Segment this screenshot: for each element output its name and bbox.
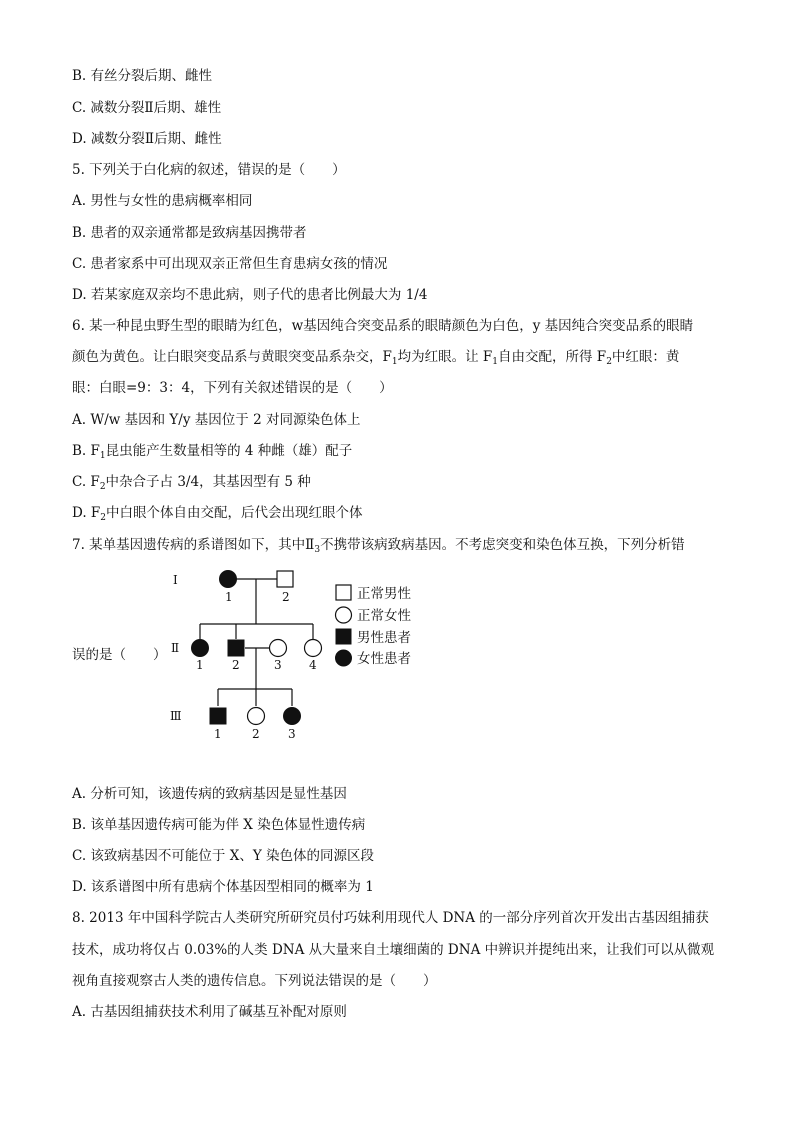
individual-III-2-normal-female <box>248 708 265 725</box>
q4-option-d: D. 减数分裂Ⅱ后期、雌性 <box>72 131 222 147</box>
legend-square-filled-icon <box>336 629 351 644</box>
gen1-number-2: 2 <box>282 590 290 604</box>
q5-option-a: A. 男性与女性的患病概率相同 <box>72 193 253 209</box>
pedigree-chart <box>150 562 440 752</box>
q7-option-b: B. 该单基因遗传病可能为伴 X 染色体显性遗传病 <box>72 817 366 833</box>
gen2-number-3: 3 <box>274 658 282 672</box>
q5-stem: 5. 下列关于白化病的叙述，错误的是（ ） <box>72 162 346 178</box>
q7-option-a: A. 分析可知，该遗传病的致病基因是显性基因 <box>72 786 347 802</box>
individual-II-3-normal-female <box>270 640 287 657</box>
legend-affected-male: 男性患者 <box>357 630 411 646</box>
pedigree-lines <box>200 579 313 706</box>
individual-I-2-normal-male <box>277 571 293 587</box>
legend-circle-open-icon <box>336 607 352 623</box>
q4-option-c: C. 减数分裂Ⅱ后期、雄性 <box>72 100 222 116</box>
gen1-number-1: 1 <box>225 590 233 604</box>
individual-III-1-affected-male <box>210 708 226 724</box>
q8-option-a: A. 古基因组捕获技术利用了碱基互补配对原则 <box>72 1004 347 1020</box>
gen2-number-1: 1 <box>196 658 204 672</box>
q4-option-b: B. 有丝分裂后期、雌性 <box>72 68 213 84</box>
q7-option-d: D. 该系谱图中所有患病个体基因型相同的概率为 1 <box>72 879 374 895</box>
individual-II-4-normal-female <box>305 640 322 657</box>
individual-III-3-affected-female <box>284 708 301 725</box>
q5-option-d: D. 若某家庭双亲均不患此病，则子代的患者比例最大为 1/4 <box>72 287 428 303</box>
q8-stem-line2: 技术，成功将仅占 0.03%的人类 DNA 从大量来自土壤细菌的 DNA 中辨识并提纯出来，让我们可以从微观 <box>72 942 715 958</box>
q5-option-b: B. 患者的双亲通常都是致病基因携带者 <box>72 225 307 241</box>
pedigree-legend <box>336 585 412 667</box>
q7-stem-line2: 误的是（ ） <box>72 647 167 663</box>
legend-square-open-icon <box>336 585 351 600</box>
q8-stem-line3: 视角直接观察古人类的遗传信息。下列说法错误的是（ ） <box>72 973 437 989</box>
individual-II-1-affected-female <box>192 640 209 657</box>
gen2-number-4: 4 <box>309 658 317 672</box>
q6-option-c: C. $F_2$中杂合子占 3/4，其基因型有 5 种 <box>72 474 311 492</box>
legend-normal-male: 正常男性 <box>357 586 411 602</box>
legend-affected-female: 女性患者 <box>357 651 411 667</box>
q6-option-b: B. $F_1$昆虫能产生数量相等的 4 种雌（雄）配子 <box>72 443 353 461</box>
q6-stem-line3: 眼：白眼=9：3：4，下列有关叙述错误的是（ ） <box>72 380 393 396</box>
legend-normal-female: 正常女性 <box>357 608 411 624</box>
q6-stem-line1: 6. 某一种昆虫野生型的眼睛为红色，w基因纯合突变品系的眼睛颜色为白色，y 基因纯合突变品系的眼睛 <box>72 318 694 334</box>
q6-option-a: A. W/w 基因和 Y/y 基因位于 2 对同源染色体上 <box>72 412 361 428</box>
q8-stem-line1: 8. 2013 年中国科学院古人类研究所研究员付巧妹利用现代人 DNA 的一部分序列首次开发出古基因组捕获 <box>72 910 709 926</box>
gen3-number-1: 1 <box>214 727 222 741</box>
gen-label-1: Ⅰ <box>173 573 178 587</box>
gen-label-2: Ⅱ <box>171 641 180 655</box>
legend-circle-filled-icon <box>336 650 352 666</box>
gen3-number-3: 3 <box>288 727 296 741</box>
individual-I-1-affected-female <box>220 571 237 588</box>
gen-label-3: Ⅲ <box>170 709 182 723</box>
individual-II-2-affected-male <box>228 640 244 656</box>
q6-stem-line2: 颜色为黄色。让白眼突变品系与黄眼突变品系杂交，$F_1$均为红眼。让 $F_1$自由交配，所得 $F_2$中红眼：黄 <box>72 349 680 367</box>
q6-option-d: D. $F_2$中白眼个体自由交配，后代会出现红眼个体 <box>72 505 363 523</box>
gen2-number-2: 2 <box>232 658 240 672</box>
q7-stem-line1: 7. 某单基因遗传病的系谱图如下，其中$Ⅱ_3$不携带该病致病基因。不考虑突变和染色体互换，下列分析错 <box>72 537 685 555</box>
q5-option-c: C. 患者家系中可出现双亲正常但生育患病女孩的情况 <box>72 256 388 272</box>
q7-option-c: C. 该致病基因不可能位于 X、Y 染色体的同源区段 <box>72 848 375 864</box>
gen3-number-2: 2 <box>252 727 260 741</box>
